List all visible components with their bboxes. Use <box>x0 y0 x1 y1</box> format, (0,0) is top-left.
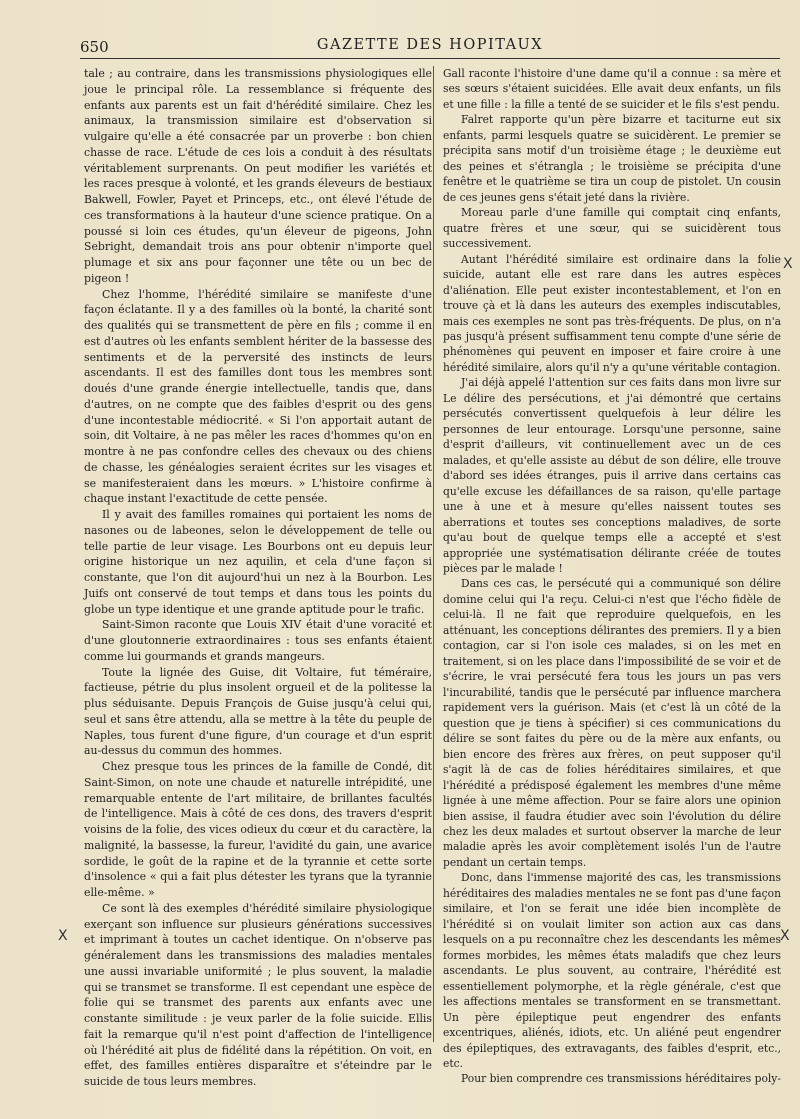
paragraph: Falret rapporte qu'un père bizarre et taciturne eut six enfants, parmi lesquels quatre se suicidèrent. Le premier se précipita sans motif d'un troisième étage ; le deuxième eut des peines et s'étrangla ; le troisième se précipita d'une fenêtre et le quatrième se tira un coup de pistolet. Un cousin de ces jeunes gens s'était jeté dans la rivière. <box>443 113 781 204</box>
paragraph: tale ; au contraire, dans les transmissions physiologiques elle joue le principal rôle. La ressemblance si fréquente des enfants aux parents est un fait d'hérédité similaire. Chez les animaux, la transmission similaire est d'observation si vulgaire qu'elle a été consacrée par un proverbe : bon chien chasse de race. L'étude de ces lois a conduit à des résultats véritablement surprenants. On peut modifier les variétés et les races presque à volonté, et les grands éleveurs de bestiaux Bakwell, Fowler, Payet et Princeps, etc., ont élevé l'étude de ces transformations à la hauteur d'une science pratique. On a poussé si loin ces études, qu'un éleveur de pigeons, John Sebright, demandait trois ans pour obtenir n'importe quel plumage et six ans pour façonner une tête ou un bec de pigeon ! <box>84 67 432 285</box>
right-column <box>443 66 781 1087</box>
column-divider <box>433 66 434 1042</box>
margin-mark: X <box>783 256 793 272</box>
margin-mark: X <box>58 928 68 944</box>
paragraph: Gall raconte l'histoire d'une dame qu'il a connue : sa mère et ses sœurs s'étaient suicidées. Elle avait deux enfants, un fils et une fille : la fille a tenté de se suicider et le fils s'est pendu. <box>443 67 781 111</box>
paragraph: Autant l'hérédité similaire est ordinaire dans la folie suicide, autant elle est rare dans les autres espèces d'aliénation. Elle peut exister incontestablement, et l'on en trouve çà et là dans les auteurs des exemples indiscutables, mais ces exemples ne sont pas très-fréquents. De plus, on n'a pas jusqu'à présent suffisamment tenu compte d'une série de phénomènes qui peuvent en imposer et faire croire à une hérédité similaire, alors qu'il n'y a qu'une véritable contagion. <box>443 252 781 374</box>
margin-mark: X <box>780 928 790 944</box>
page-header <box>80 34 780 59</box>
paragraph: Donc, dans l'immense majorité des cas, les transmissions héréditaires des maladies mentales ne se font pas d'une façon similaire, et l'on se ferait une idée bien incomplète de l'hérédité si on voulait limiter son action aux cas dans lesquels on a pu reconnaître chez les descendants les mêmes formes morbides, les mêmes états maladifs que chez leurs ascendants. Le plus souvent, au contraire, l'hérédité est essentiellement polymorphe, et la règle générale, c'est que les affections mentales se transforment en se transmettant. Un père épileptique peut engendrer des enfants excentriques, aliénés, idiots, etc. Un aliéné peut engendrer des épileptiques, des extravagants, des faibles d'esprit, etc., etc. <box>443 871 781 1070</box>
paragraph: Chez l'homme, l'hérédité similaire se manifeste d'une façon éclatante. Il y a des familles où la bonté, la charité sont des qualités qui se transmettent de père en fils ; comme il en est d'autres où les enfants semblent hériter de la bassesse des sentiments et de la perversité des instincts de leurs ascendants. Il est des familles dont tous les membres sont doués d'une grande énergie intellectuelle, tandis que, dans d'autres, on ne compte que des faibles d'esprit ou des gens d'une incontestable médiocrité. « Si l'on apportait autant de soin, dit Voltaire, à ne pas mêler les races d'hommes qu'on en montre à ne pas confondre celles des chevaux ou des chiens de chasse, les généalogies seraient écrites sur les visages et se manifesteraient dans les mœurs. » L'histoire confirme à chaque instant l'exactitude de cette pensée. <box>84 287 432 506</box>
paragraph: Toute la lignée des Guise, dit Voltaire, fut téméraire, factieuse, pétrie du plus insolent orgueil et de la politesse la plus séduisante. Depuis François de Guise jusqu'à celui qui, seul et sans être attendu, alla se mettre à la tête du peuple de Naples, tous furent d'une figure, d'un courage et d'un esprit au-dessus du commun des hommes. <box>84 665 432 758</box>
page-number: 650 <box>80 38 109 56</box>
paragraph: Il y avait des familles romaines qui portaient les noms de nasones ou de labeones, selon le développement de telle ou telle partie de leur visage. Les Bourbons ont eu depuis leur origine historique un nez aquilin, et cela d'une façon si constante, que l'on dit aujourd'hui un nez à la Bourbon. Les Juifs ont conservé de tout temps et dans tous les points du globe un type identique et une grande aptitude pour le trafic. <box>84 508 432 616</box>
journal-title: GAZETTE DES HOPITAUX <box>316 37 544 53</box>
paragraph: Ce sont là des exemples d'hérédité similaire physiologique exerçant son influence sur plusieurs générations successives et imprimant à toutes un cachet identique. On n'observe pas généralement dans les transmissions des maladies mentales une aussi invariable uniformité ; le plus souvent, la maladie qui se transmet se transforme. Il est cependant une espèce de folie qui se transmet des parents aux enfants avec une constante similitude : je veux parler de la folie suicide. Ellis fait la remarque qu'il n'est point d'affection de l'intelligence où l'hérédité ait plus de fidélité dans la répétition. On voit, en effet, des familles entières disparaître et s'éteindre par le suicide de tous leurs membres. <box>84 901 432 1088</box>
paragraph: Chez presque tous les princes de la famille de Condé, dit Saint-Simon, on note une chaude et naturelle intrépidité, une remarquable entente de l'art militaire, de brillantes facultés de l'intelligence. Mais à côté de ces dons, des travers d'esprit voisins de la folie, des vices odieux du cœur et du caractère, la malignité, la bassesse, la fureur, l'avidité du gain, une avarice sordide, le goût de la rapine et de la tyrannie et cette sorte d'insolence « qui a fait plus détester les tyrans que la tyrannie elle-même. » <box>84 760 432 899</box>
paragraph: Saint-Simon raconte que Louis XIV était d'une voracité et d'une gloutonnerie extraordinaires : tous ses enfants étaient comme lui gourmands et grands mangeurs. <box>84 618 432 663</box>
paragraph: J'ai déjà appelé l'attention sur ces faits dans mon livre sur Le délire des persécutions, et j'ai démontré que certains persécutés convertissent quelquefois à leur délire les personnes de leur entourage. Lorsqu'une personne, saine d'esprit d'ailleurs, vit continuellement avec un de ces malades, et qu'elle assiste au début de son délire, elle trouve d'abord ses idées étranges, puis il arrive dans certains cas qu'elle excuse les défaillances de sa raison, qu'elle partage une à une et à mesure qu'elles naissent toutes ses aberrations et toutes ses conceptions maladives, de sorte qu'au bout de quelque temps elle a accepté et s'est appropriée une systématisation délirante créée de toutes pièces par le malade ! <box>443 376 781 575</box>
paragraph: Moreau parle d'une famille qui comptait cinq enfants, quatre frères et une sœur, qui se suicidèrent tous successivement. <box>443 206 781 251</box>
left-column <box>84 66 432 1090</box>
paragraph: Pour bien comprendre ces transmissions héréditaires poly- <box>461 1072 781 1086</box>
paragraph: Dans ces cas, le persécuté qui a communiqué son délire domine celui qui l'a reçu. Celui-ci n'est que l'écho fidèle de celui-là. Il ne fait que reproduire quelquefois, en les atténuant, les conceptions délirantes des premiers. Il y a bien contagion, car si l'on isole ces malades, si on les met en traitement, si on les place dans l'impossibilité de se voir et de s'écrire, le vrai persécuté fera tous les jours un pas vers l'incurabilité, tandis que le persécuté par influence marchera rapidement vers la guérison. Mais (et c'est là un côté de la question que je tiens à spécifier) si ces communications du délire se sont faites du père ou de la mère aux enfants, ou bien encore des frères aux frères, on peut supposer qu'il s'agit là de cas de folies héréditaires similaires, et que l'hérédité a prédisposé également les membres d'une même lignée à une même affection. Pour se faire alors une opinion bien assise, il faudra étudier avec soin l'évolution du délire chez les deux malades et surtout observer la marche de leur maladie après les avoir complètement isolés l'un de l'autre pendant un certain temps. <box>443 577 781 869</box>
